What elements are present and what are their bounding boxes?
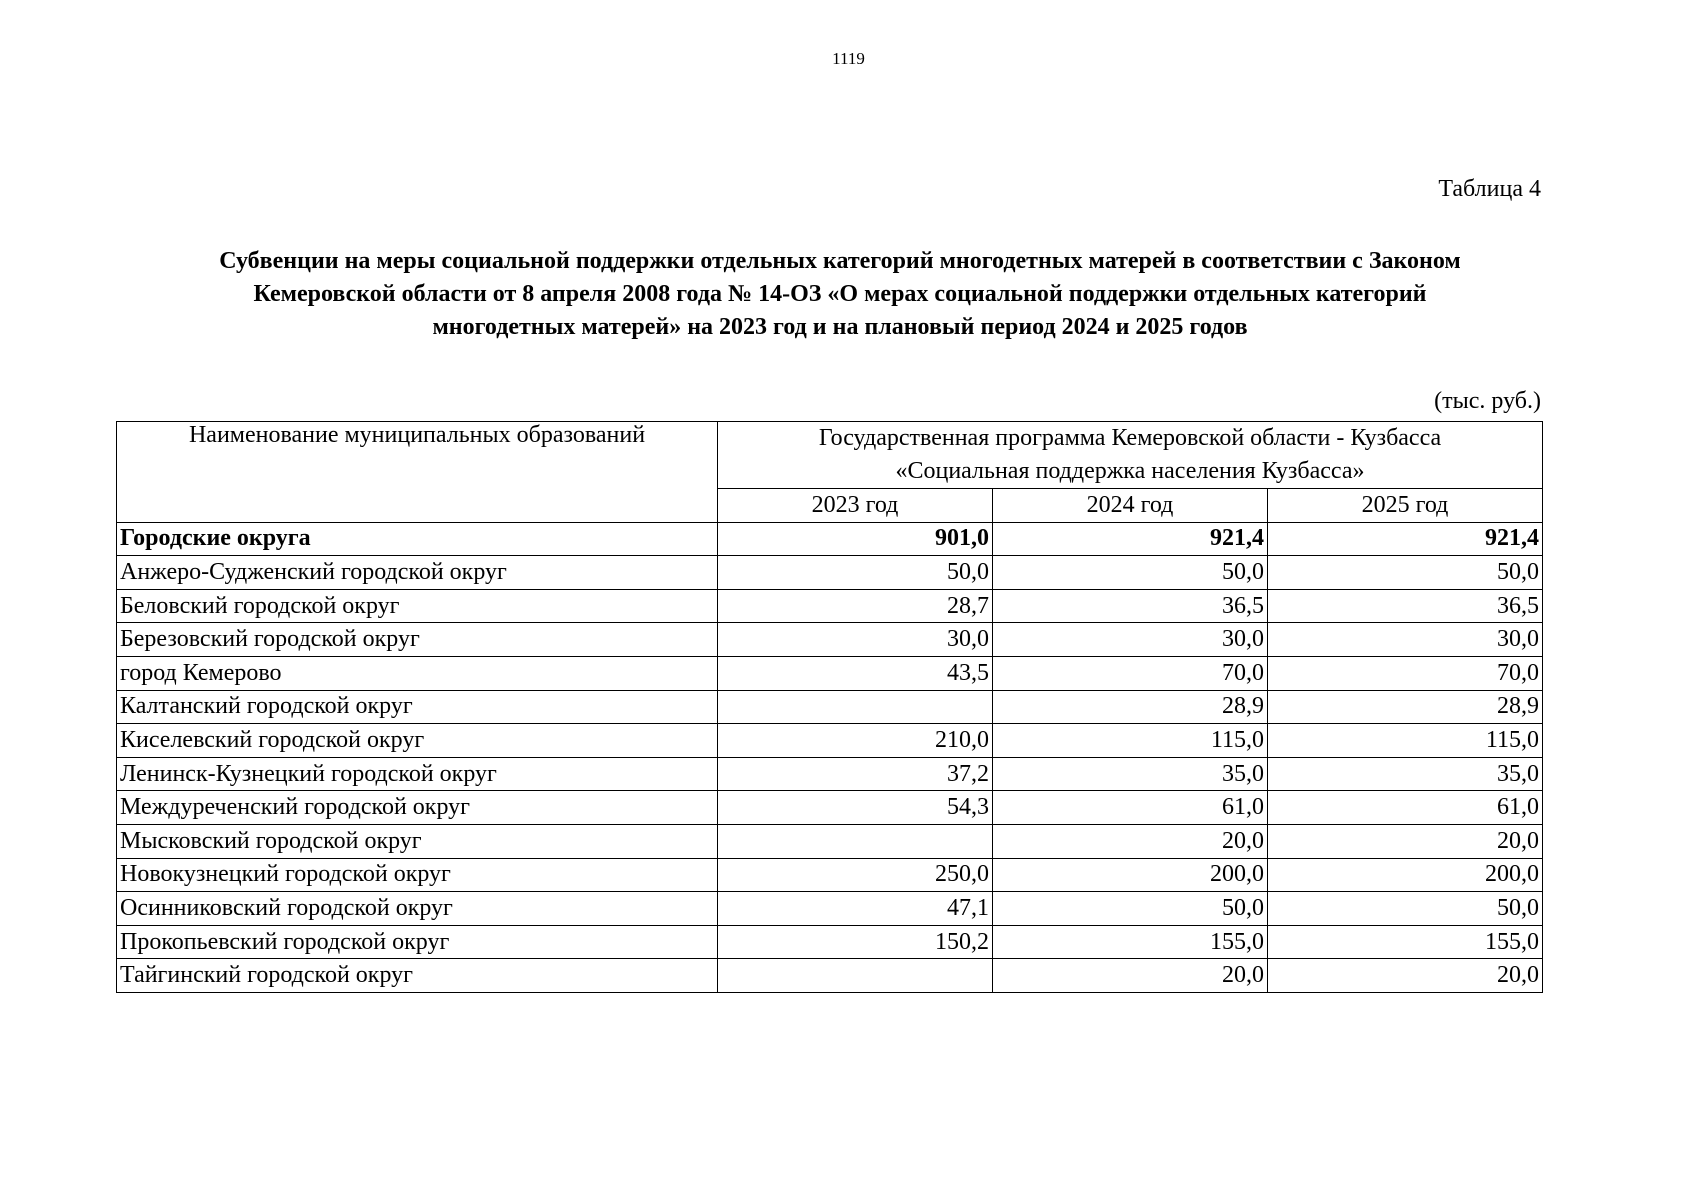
value-2024: 20,0	[993, 824, 1268, 858]
value-2023: 54,3	[718, 791, 993, 825]
value-2023: 37,2	[718, 757, 993, 791]
value-2023: 30,0	[718, 623, 993, 657]
document-title	[120, 245, 1560, 344]
total-2023: 901,0	[718, 522, 993, 556]
table-row	[117, 959, 1543, 993]
value-2024: 36,5	[993, 589, 1268, 623]
value-2023: 250,0	[718, 858, 993, 892]
value-2023	[718, 824, 993, 858]
value-2024: 28,9	[993, 690, 1268, 724]
value-2025: 70,0	[1268, 656, 1543, 690]
title-line: многодетных матерей» на 2023 год и на плановый период 2024 и 2025 годов	[432, 314, 1248, 340]
header-municipality: Наименование муниципальных образований	[117, 422, 718, 523]
table-row	[117, 556, 1543, 590]
municipality-name: Анжеро-Судженский городской округ	[117, 556, 718, 590]
municipality-name: Ленинск-Кузнецкий городской округ	[117, 757, 718, 791]
header-program	[718, 422, 1543, 489]
table-row	[117, 824, 1543, 858]
title-line: Субвенции на меры социальной поддержки отдельных категорий многодетных матерей в соответствии с Законом	[219, 248, 1461, 274]
header-year-2025: 2025 год	[1268, 489, 1543, 523]
municipality-name: Междуреченский городской округ	[117, 791, 718, 825]
subsidy-table	[116, 421, 1543, 993]
value-2025: 115,0	[1268, 724, 1543, 758]
value-2024: 30,0	[993, 623, 1268, 657]
value-2025: 200,0	[1268, 858, 1543, 892]
value-2024: 200,0	[993, 858, 1268, 892]
header-program-line: Государственная программа Кемеровской области - Кузбасса	[818, 425, 1442, 451]
header-row	[117, 422, 1543, 489]
value-2024: 155,0	[993, 925, 1268, 959]
title-line: Кемеровской области от 8 апреля 2008 года № 14-ОЗ «О мерах социальной поддержки отдельных категорий	[253, 281, 1427, 307]
value-2023	[718, 959, 993, 993]
municipality-name: Прокопьевский городской округ	[117, 925, 718, 959]
value-2024: 20,0	[993, 959, 1268, 993]
table-row	[117, 892, 1543, 926]
municipality-name: город Кемерово	[117, 656, 718, 690]
units-label: (тыс. руб.)	[1434, 388, 1541, 414]
total-2024: 921,4	[993, 522, 1268, 556]
value-2025: 30,0	[1268, 623, 1543, 657]
municipality-name: Киселевский городской округ	[117, 724, 718, 758]
table-row	[117, 925, 1543, 959]
total-2025: 921,4	[1268, 522, 1543, 556]
value-2025: 50,0	[1268, 556, 1543, 590]
value-2025: 36,5	[1268, 589, 1543, 623]
header-year-2023: 2023 год	[718, 489, 993, 523]
municipality-name: Тайгинский городской округ	[117, 959, 718, 993]
value-2023	[718, 690, 993, 724]
municipality-name: Осинниковский городской округ	[117, 892, 718, 926]
value-2024: 115,0	[993, 724, 1268, 758]
table-row	[117, 589, 1543, 623]
value-2023: 47,1	[718, 892, 993, 926]
municipality-name: Беловский городской округ	[117, 589, 718, 623]
value-2025: 20,0	[1268, 959, 1543, 993]
municipality-name: Новокузнецкий городской округ	[117, 858, 718, 892]
table-row	[117, 791, 1543, 825]
value-2025: 61,0	[1268, 791, 1543, 825]
value-2023: 210,0	[718, 724, 993, 758]
value-2023: 43,5	[718, 656, 993, 690]
table-row	[117, 757, 1543, 791]
municipality-name: Березовский городской округ	[117, 623, 718, 657]
municipality-name: Мысковский городской округ	[117, 824, 718, 858]
table-row	[117, 623, 1543, 657]
value-2025: 50,0	[1268, 892, 1543, 926]
value-2023: 28,7	[718, 589, 993, 623]
value-2023: 150,2	[718, 925, 993, 959]
page-number: 1119	[832, 49, 865, 68]
header-year-2024: 2024 год	[993, 489, 1268, 523]
value-2025: 28,9	[1268, 690, 1543, 724]
value-2024: 61,0	[993, 791, 1268, 825]
value-2024: 70,0	[993, 656, 1268, 690]
total-name: Городские округа	[117, 522, 718, 556]
total-row	[117, 522, 1543, 556]
value-2023: 50,0	[718, 556, 993, 590]
header-program-line: «Социальная поддержка населения Кузбасса»	[895, 458, 1365, 484]
table-row	[117, 724, 1543, 758]
value-2024: 35,0	[993, 757, 1268, 791]
value-2025: 155,0	[1268, 925, 1543, 959]
value-2025: 20,0	[1268, 824, 1543, 858]
value-2024: 50,0	[993, 556, 1268, 590]
municipality-name: Калтанский городской округ	[117, 690, 718, 724]
table-row	[117, 690, 1543, 724]
table-row	[117, 656, 1543, 690]
value-2024: 50,0	[993, 892, 1268, 926]
table-label: Таблица 4	[1438, 176, 1541, 202]
value-2025: 35,0	[1268, 757, 1543, 791]
table-row	[117, 858, 1543, 892]
